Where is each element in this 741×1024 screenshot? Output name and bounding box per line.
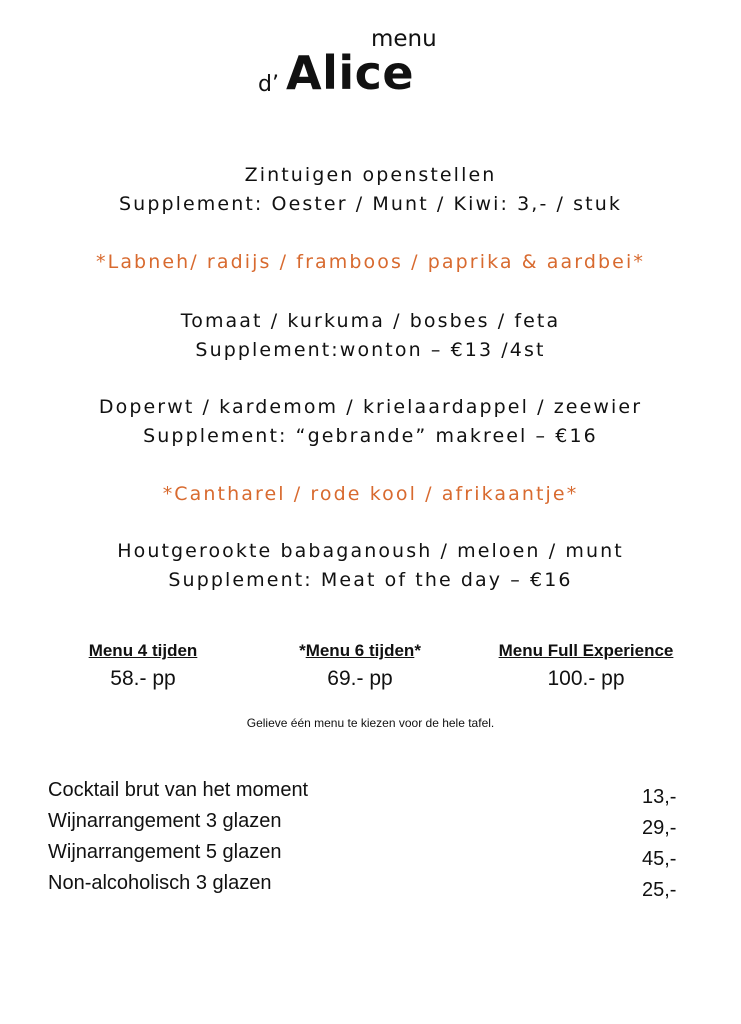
course-3-title: Tomaat / kurkuma / bosbes / feta [180, 310, 561, 332]
menu-option-price: 100.- pp [547, 667, 625, 690]
menu-option-6 [262, 641, 458, 692]
drink-label: Wijnarrangement 5 glazen [48, 841, 282, 863]
menu-option-price: 69.- pp [327, 667, 393, 690]
menu-option-title: Menu Full Experience [498, 641, 674, 660]
drink-price: 45,- [642, 848, 677, 870]
course-2-vegetarian: *Labneh/ radijs / framboos / paprika & aardbei* [96, 251, 645, 273]
drink-price: 29,- [642, 817, 677, 839]
menu-option-title: Menu 4 tijden [88, 641, 198, 660]
course-6-title: Houtgerookte babaganoush / meloen / munt [117, 540, 624, 562]
menu-option-full [470, 641, 702, 692]
drink-label: Wijnarrangement 3 glazen [48, 810, 282, 832]
logo-d-text: d’ [258, 72, 279, 97]
drink-label: Non-alcoholisch 3 glazen [48, 872, 272, 894]
course-4-supplement: Supplement: “gebrande” makreel – €16 [143, 425, 598, 447]
menu-option-4 [60, 641, 226, 692]
course-4-title: Doperwt / kardemom / krielaardappel / zeewier [98, 396, 643, 418]
course-5-vegetarian: *Cantharel / rode kool / afrikaantje* [162, 483, 579, 505]
logo-alice-text: Alice [286, 46, 415, 100]
course-1-title: Zintuigen openstellen [244, 164, 497, 186]
course-6-supplement: Supplement: Meat of the day – €16 [168, 569, 573, 591]
drink-price: 13,- [642, 786, 677, 808]
menu-option-title: *Menu 6 tijden* [299, 641, 421, 660]
course-1-supplement: Supplement: Oester / Munt / Kiwi: 3,- / stuk [119, 193, 622, 215]
menu-note: Gelieve één menu te kiezen voor de hele tafel. [246, 716, 495, 730]
menu-option-price: 58.- pp [110, 667, 176, 690]
logo [258, 26, 458, 106]
drink-label: Cocktail brut van het moment [48, 779, 309, 801]
course-3-supplement: Supplement:wonton – €13 /4st [195, 339, 546, 361]
logo-menu-text: menu [371, 26, 437, 52]
drink-price: 25,- [642, 879, 677, 901]
